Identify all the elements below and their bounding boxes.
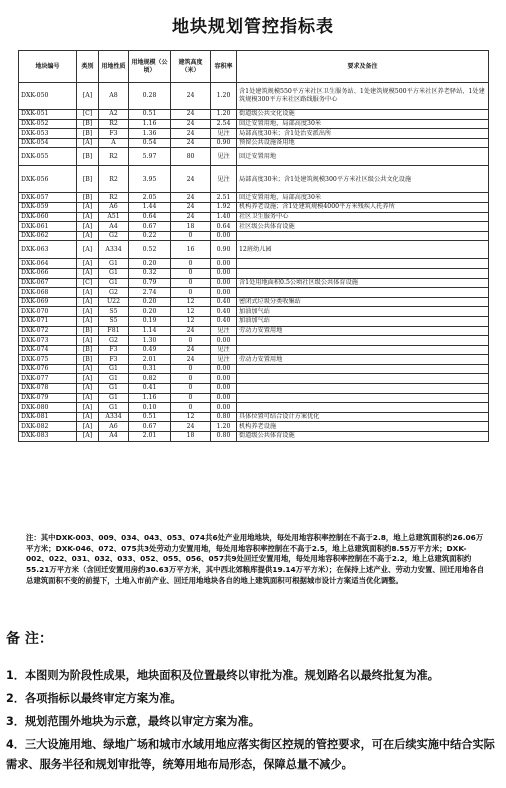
cell-area: 0.32 — [129, 268, 171, 278]
table-body — [19, 83, 489, 442]
cell-category: [B] — [77, 166, 99, 193]
cell-far: 0.00 — [211, 259, 237, 269]
cell-plot-id: DXK-078 — [19, 384, 77, 394]
cell-plot-id: DXK-081 — [19, 412, 77, 422]
cell-height: 12 — [171, 316, 211, 326]
table-row — [19, 326, 489, 336]
cell-area: 2.01 — [129, 432, 171, 442]
cell-height: 24 — [171, 202, 211, 212]
table-row — [19, 83, 489, 110]
cell-notes: 回迁安置用地，局部高度30米 — [237, 193, 489, 203]
cell-height: 12 — [171, 412, 211, 422]
table-row — [19, 138, 489, 148]
cell-category: [A] — [77, 316, 99, 326]
table-row — [19, 231, 489, 241]
cell-category: [A] — [77, 384, 99, 394]
cell-notes — [237, 364, 489, 374]
cell-plot-id: DXK-077 — [19, 374, 77, 384]
cell-far: 见注 — [211, 129, 237, 139]
cell-area: 0.20 — [129, 259, 171, 269]
cell-plot-id: DXK-076 — [19, 364, 77, 374]
remark-item: 4．三大设施用地、绿地广场和城市水域用地应落实街区控规的管控要求，可在后续实施中结合实际需求、服务半径和规划审批等，统筹用地布局形态，保障总量不减少。 — [6, 738, 495, 771]
cell-land-use: G1 — [99, 384, 129, 394]
cell-far: 0.00 — [211, 364, 237, 374]
cell-plot-id: DXK-050 — [19, 83, 77, 110]
cell-height: 24 — [171, 129, 211, 139]
cell-plot-id: DXK-075 — [19, 355, 77, 365]
cell-category: [A] — [77, 231, 99, 241]
cell-notes: 劳动力安置用地 — [237, 355, 489, 365]
cell-height: 24 — [171, 355, 211, 365]
cell-far: 0.80 — [211, 432, 237, 442]
remarks-title: 备 注： — [6, 631, 53, 647]
cell-height: 24 — [171, 212, 211, 222]
table-footnote: 注：其中DXK-003、009、034、043、053、074共6处产业用地地块，每处用地容积率控制在不高于2.8，地上总建筑面积约26.06万平方米；DXK-046、072、075共3处劳动力安置用地，每处用地容积率控制在不高于2.5，地上总建筑面积约8.55万平方米；DXK-002、022、031、032、033、052、055、056、057共9处回迁安置用地，每处用地容积率控制在不高于2.2，地上总建筑面积约55.21万平方米（含回迁安置用房约30.63万平方米，其中西北郊粮库提供19.14万平方米）；在保持上述产业、劳动力安置、回迁用地各自总建筑面积不变的前提下，土地入市前产业、回迁用地地块各自的地上建筑面积可根据城市设计方案适当优化调整。 — [26, 533, 485, 585]
cell-notes — [237, 384, 489, 394]
cell-height: 12 — [171, 307, 211, 317]
cell-notes — [237, 268, 489, 278]
table-row — [19, 222, 489, 232]
cell-area: 1.14 — [129, 326, 171, 336]
cell-height: 0 — [171, 374, 211, 384]
cell-height: 0 — [171, 278, 211, 288]
cell-far: 见注 — [211, 166, 237, 193]
cell-height: 0 — [171, 259, 211, 269]
cell-category: [A] — [77, 222, 99, 232]
cell-notes: 12班幼儿园 — [237, 241, 489, 259]
cell-area: 0.28 — [129, 83, 171, 110]
cell-category: [A] — [77, 307, 99, 317]
cell-land-use: A — [99, 138, 129, 148]
cell-plot-id: DXK-053 — [19, 129, 77, 139]
cell-area: 2.01 — [129, 355, 171, 365]
table-row — [19, 336, 489, 346]
cell-land-use: F3 — [99, 355, 129, 365]
cell-notes: 密闭式垃圾分类收集站 — [237, 297, 489, 307]
cell-area: 1.44 — [129, 202, 171, 212]
cell-plot-id: DXK-062 — [19, 231, 77, 241]
cell-plot-id: DXK-083 — [19, 432, 77, 442]
cell-far: 0.80 — [211, 412, 237, 422]
cell-area: 0.79 — [129, 278, 171, 288]
cell-plot-id: DXK-071 — [19, 316, 77, 326]
cell-category: [A] — [77, 288, 99, 298]
header-area: 用地规模（公顷） — [129, 51, 171, 83]
cell-category: [C] — [77, 110, 99, 120]
cell-plot-id: DXK-069 — [19, 297, 77, 307]
cell-plot-id: DXK-073 — [19, 336, 77, 346]
cell-far: 0.00 — [211, 278, 237, 288]
table-row — [19, 119, 489, 129]
table-header-row — [19, 51, 489, 83]
cell-area: 0.20 — [129, 297, 171, 307]
cell-height: 16 — [171, 241, 211, 259]
cell-height: 0 — [171, 364, 211, 374]
cell-category: [B] — [77, 345, 99, 355]
cell-height: 24 — [171, 110, 211, 120]
cell-far: 1.40 — [211, 212, 237, 222]
cell-category: [B] — [77, 326, 99, 336]
cell-height: 18 — [171, 222, 211, 232]
cell-far: 0.40 — [211, 297, 237, 307]
cell-category: [A] — [77, 403, 99, 413]
cell-category: [A] — [77, 202, 99, 212]
cell-plot-id: DXK-079 — [19, 393, 77, 403]
table-row — [19, 212, 489, 222]
cell-height: 24 — [171, 326, 211, 336]
cell-height: 24 — [171, 119, 211, 129]
table-row — [19, 316, 489, 326]
cell-area: 0.54 — [129, 138, 171, 148]
cell-category: [B] — [77, 355, 99, 365]
cell-plot-id: DXK-055 — [19, 148, 77, 166]
cell-land-use: G2 — [99, 231, 129, 241]
cell-far: 0.40 — [211, 307, 237, 317]
cell-land-use: G1 — [99, 259, 129, 269]
cell-category: [A] — [77, 138, 99, 148]
cell-category: [A] — [77, 268, 99, 278]
table-row — [19, 297, 489, 307]
cell-notes: 劳动力安置用地 — [237, 326, 489, 336]
cell-height: 0 — [171, 403, 211, 413]
cell-area: 0.19 — [129, 316, 171, 326]
cell-plot-id: DXK-063 — [19, 241, 77, 259]
table-row — [19, 412, 489, 422]
cell-notes: 加油加气站 — [237, 307, 489, 317]
cell-notes: 回迁安置用地 — [237, 148, 489, 166]
remark-item: 1．本图则为阶段性成果，地块面积及位置最终以审批为准。规划路名以最终批复为准。 — [6, 669, 439, 682]
cell-far: 0.00 — [211, 403, 237, 413]
remark-item: 3．规划范围外地块为示意，最终以审定方案为准。 — [6, 715, 260, 728]
table-row — [19, 268, 489, 278]
cell-land-use: F3 — [99, 345, 129, 355]
table-row — [19, 148, 489, 166]
table-row — [19, 110, 489, 120]
table-row — [19, 193, 489, 203]
cell-height: 0 — [171, 384, 211, 394]
cell-notes — [237, 393, 489, 403]
cell-far: 见注 — [211, 355, 237, 365]
cell-notes — [237, 403, 489, 413]
cell-height: 0 — [171, 268, 211, 278]
remarks-list — [6, 666, 502, 778]
cell-far: 2.54 — [211, 119, 237, 129]
cell-area: 2.05 — [129, 193, 171, 203]
cell-area: 1.16 — [129, 393, 171, 403]
cell-area: 0.22 — [129, 231, 171, 241]
cell-notes — [237, 288, 489, 298]
cell-notes: 含1处建筑规模550平方米社区卫生服务站、1处建筑规模500平方米社区养老驿站、1处建筑规模300平方米社区路线服务中心 — [237, 83, 489, 110]
cell-plot-id: DXK-059 — [19, 202, 77, 212]
cell-area: 0.49 — [129, 345, 171, 355]
table-row — [19, 307, 489, 317]
cell-land-use: A6 — [99, 202, 129, 212]
cell-plot-id: DXK-066 — [19, 268, 77, 278]
table-row — [19, 374, 489, 384]
cell-land-use: G2 — [99, 288, 129, 298]
cell-area: 0.64 — [129, 212, 171, 222]
cell-land-use: R2 — [99, 193, 129, 203]
cell-plot-id: DXK-074 — [19, 345, 77, 355]
table-row — [19, 364, 489, 374]
cell-notes — [237, 259, 489, 269]
cell-land-use: G1 — [99, 268, 129, 278]
cell-far: 1.20 — [211, 83, 237, 110]
header-land-use: 用地性质 — [99, 51, 129, 83]
cell-area: 0.67 — [129, 222, 171, 232]
cell-far: 0.40 — [211, 316, 237, 326]
cell-notes: 街道级公共文化设施 — [237, 110, 489, 120]
cell-far: 0.00 — [211, 231, 237, 241]
cell-category: [A] — [77, 422, 99, 432]
cell-plot-id: DXK-054 — [19, 138, 77, 148]
cell-far: 0.00 — [211, 393, 237, 403]
cell-category: [A] — [77, 83, 99, 110]
cell-notes: 预留公共设施备用地 — [237, 138, 489, 148]
cell-notes — [237, 336, 489, 346]
cell-height: 0 — [171, 393, 211, 403]
cell-height: 0 — [171, 336, 211, 346]
header-category: 类别 — [77, 51, 99, 83]
cell-height: 80 — [171, 148, 211, 166]
cell-far: 见注 — [211, 148, 237, 166]
cell-notes: 机构养老设施 — [237, 422, 489, 432]
cell-height: 18 — [171, 432, 211, 442]
page-title: 地块规划管控指标表 — [172, 17, 334, 37]
table-row — [19, 241, 489, 259]
cell-area: 0.10 — [129, 403, 171, 413]
cell-area: 0.82 — [129, 374, 171, 384]
cell-plot-id: DXK-060 — [19, 212, 77, 222]
cell-land-use: F81 — [99, 326, 129, 336]
cell-plot-id: DXK-052 — [19, 119, 77, 129]
cell-area: 1.30 — [129, 336, 171, 346]
cell-notes: 回迁安置用地，局部高度30米 — [237, 119, 489, 129]
cell-land-use: G2 — [99, 336, 129, 346]
cell-area: 0.20 — [129, 307, 171, 317]
cell-far: 0.64 — [211, 222, 237, 232]
cell-land-use: A334 — [99, 412, 129, 422]
cell-category: [C] — [77, 278, 99, 288]
cell-category: [A] — [77, 374, 99, 384]
cell-far: 1.20 — [211, 110, 237, 120]
cell-land-use: A4 — [99, 432, 129, 442]
cell-notes: 街道级公共体育设施 — [237, 432, 489, 442]
table-row — [19, 393, 489, 403]
cell-far: 0.00 — [211, 336, 237, 346]
cell-far: 0.00 — [211, 268, 237, 278]
cell-category: [B] — [77, 119, 99, 129]
cell-category: [B] — [77, 148, 99, 166]
cell-far: 1.92 — [211, 202, 237, 212]
cell-notes: 局部高度30米；含1处治安派出所 — [237, 129, 489, 139]
cell-land-use: A2 — [99, 110, 129, 120]
cell-plot-id: DXK-061 — [19, 222, 77, 232]
cell-far: 0.90 — [211, 138, 237, 148]
cell-land-use: S5 — [99, 307, 129, 317]
cell-category: [A] — [77, 241, 99, 259]
cell-land-use: A51 — [99, 212, 129, 222]
cell-land-use: G1 — [99, 278, 129, 288]
table-row — [19, 202, 489, 212]
cell-height: 24 — [171, 83, 211, 110]
table-row — [19, 259, 489, 269]
cell-height: 12 — [171, 297, 211, 307]
cell-area: 5.97 — [129, 148, 171, 166]
cell-notes: 含1处用地面积0.5公顷社区级公共体育设施 — [237, 278, 489, 288]
header-far: 容积率 — [211, 51, 237, 83]
cell-far: 1.20 — [211, 422, 237, 432]
cell-plot-id: DXK-051 — [19, 110, 77, 120]
header-plot-id: 地块编号 — [19, 51, 77, 83]
cell-area: 0.52 — [129, 241, 171, 259]
cell-category: [B] — [77, 129, 99, 139]
cell-category: [B] — [77, 193, 99, 203]
cell-height: 24 — [171, 166, 211, 193]
cell-land-use: A8 — [99, 83, 129, 110]
table-row — [19, 278, 489, 288]
cell-notes: 机构养老设施；含1处建筑规模4000平方米残疾人托养所 — [237, 202, 489, 212]
table-row — [19, 403, 489, 413]
table-row — [19, 129, 489, 139]
table-row — [19, 345, 489, 355]
cell-far: 见注 — [211, 326, 237, 336]
cell-area: 0.67 — [129, 422, 171, 432]
cell-plot-id: DXK-068 — [19, 288, 77, 298]
cell-height: 24 — [171, 422, 211, 432]
cell-land-use: R2 — [99, 166, 129, 193]
cell-plot-id: DXK-056 — [19, 166, 77, 193]
table-row — [19, 166, 489, 193]
cell-far: 0.00 — [211, 374, 237, 384]
cell-category: [A] — [77, 336, 99, 346]
cell-area: 0.41 — [129, 384, 171, 394]
cell-plot-id: DXK-080 — [19, 403, 77, 413]
cell-plot-id: DXK-070 — [19, 307, 77, 317]
cell-height: 24 — [171, 345, 211, 355]
header-height: 建筑高度（米） — [171, 51, 211, 83]
cell-notes: 加油加气站 — [237, 316, 489, 326]
cell-category: [A] — [77, 364, 99, 374]
cell-plot-id: DXK-072 — [19, 326, 77, 336]
cell-land-use: R2 — [99, 119, 129, 129]
indicator-table — [18, 50, 489, 442]
table-row — [19, 384, 489, 394]
cell-land-use: A6 — [99, 422, 129, 432]
cell-category: [A] — [77, 412, 99, 422]
cell-category: [A] — [77, 259, 99, 269]
cell-notes: 社区卫生服务中心 — [237, 212, 489, 222]
cell-plot-id: DXK-057 — [19, 193, 77, 203]
table-row — [19, 432, 489, 442]
cell-land-use: G1 — [99, 364, 129, 374]
cell-far: 0.90 — [211, 241, 237, 259]
cell-height: 24 — [171, 138, 211, 148]
cell-land-use: G1 — [99, 393, 129, 403]
cell-area: 1.36 — [129, 129, 171, 139]
cell-land-use: S5 — [99, 316, 129, 326]
cell-area: 2.74 — [129, 288, 171, 298]
cell-area: 3.95 — [129, 166, 171, 193]
cell-notes: 局部高度30米；含1处建筑规模300平方米社区级公共文化设施 — [237, 166, 489, 193]
cell-land-use: A4 — [99, 222, 129, 232]
cell-notes — [237, 345, 489, 355]
cell-plot-id: DXK-067 — [19, 278, 77, 288]
cell-area: 0.31 — [129, 364, 171, 374]
remark-item: 2．各项指标以最终审定方案为准。 — [6, 692, 182, 705]
cell-area: 0.51 — [129, 110, 171, 120]
cell-land-use: G1 — [99, 374, 129, 384]
cell-land-use: F3 — [99, 129, 129, 139]
cell-category: [A] — [77, 212, 99, 222]
table-row — [19, 422, 489, 432]
cell-notes — [237, 374, 489, 384]
cell-category: [A] — [77, 297, 99, 307]
cell-category: [A] — [77, 432, 99, 442]
cell-far: 2.51 — [211, 193, 237, 203]
cell-far: 0.00 — [211, 288, 237, 298]
cell-category: [A] — [77, 393, 99, 403]
cell-far: 0.00 — [211, 384, 237, 394]
cell-height: 0 — [171, 231, 211, 241]
cell-area: 0.51 — [129, 412, 171, 422]
table-row — [19, 355, 489, 365]
cell-notes: 社区级公共体育设施 — [237, 222, 489, 232]
header-notes: 要求及备注 — [237, 51, 489, 83]
cell-land-use: U22 — [99, 297, 129, 307]
cell-plot-id: DXK-064 — [19, 259, 77, 269]
cell-land-use: A334 — [99, 241, 129, 259]
cell-plot-id: DXK-082 — [19, 422, 77, 432]
table-row — [19, 288, 489, 298]
cell-height: 24 — [171, 193, 211, 203]
cell-height: 0 — [171, 288, 211, 298]
cell-land-use: R2 — [99, 148, 129, 166]
cell-area: 1.16 — [129, 119, 171, 129]
cell-notes: 具体位置可结合设计方案优化 — [237, 412, 489, 422]
cell-notes — [237, 231, 489, 241]
cell-land-use: G1 — [99, 403, 129, 413]
cell-far: 见注 — [211, 345, 237, 355]
